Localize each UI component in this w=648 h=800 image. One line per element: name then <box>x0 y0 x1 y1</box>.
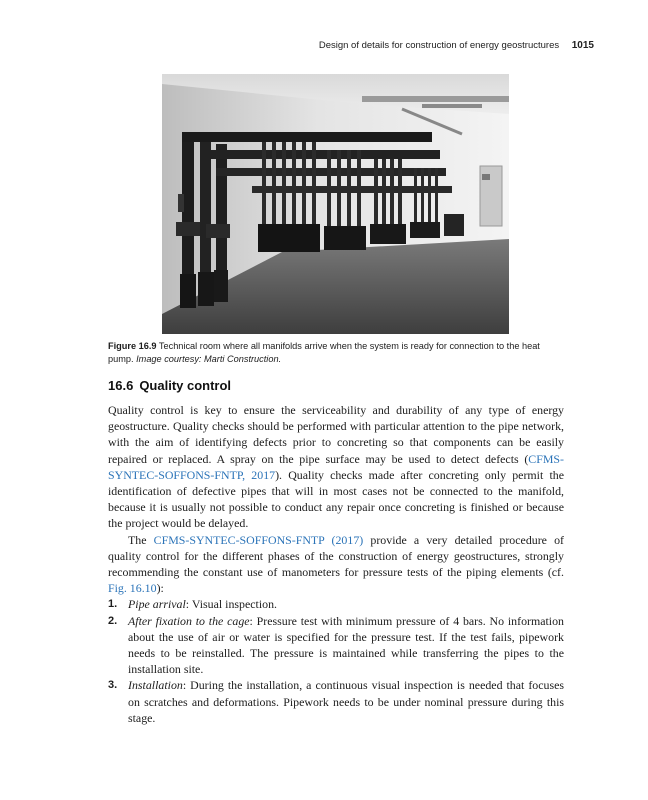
paragraph-2-text-c: ): <box>156 581 164 596</box>
paragraph-1 <box>108 402 564 532</box>
figure-photo-technical-room <box>162 74 509 334</box>
paragraph-1-text-a: Quality control is key to ensure the serviceability and durability of any type of energy geostructure. Quality checks should be performed with particular attention to the pipe network, with the aim of identifying defects prior to concreting so that components can be easily repaired or replaced. A spray on the pipe surface may be used to detect defects ( <box>108 403 564 466</box>
paragraph-1-text-b: ). Quality checks made after concreting only permit the identification of defective pipes that will in most cases not be connected to the manifold, because it is usually not possible to conduct any repair once concreting is finished or because the project would be delayed. <box>108 467 564 531</box>
list-item-term: Installation <box>128 678 183 693</box>
paragraph-2-text-a: The <box>128 532 154 547</box>
list-item <box>108 613 564 678</box>
list-item-text: : During the installation, a continuous visual inspection is needed that focuses on scratches and deformations. Pipework needs to be under nominal pressure during this stage. <box>128 678 564 725</box>
list-item-text: : Pressure test with minimum pressure of 4 bars. No information about the use of air or water is specified for the pressure test. If the test fails, pipework needs to be reinstalled. The pressure is maintained while transferring the pipes to the installation site. <box>128 613 564 677</box>
list-item-marker: 2. <box>108 614 118 627</box>
list-item-text: : Visual inspection. <box>185 597 278 612</box>
section-number: 16.6 <box>108 378 134 393</box>
list-item-marker: 1. <box>108 598 118 611</box>
list-item <box>108 677 564 726</box>
figure-caption <box>108 340 564 366</box>
technical-room-photo <box>162 74 509 334</box>
citation-link-cfms-2017[interactable]: CFMS-SYNTEC-SOFFONS-FNTP, 2017 <box>108 451 564 482</box>
figure-label: Figure 16.9 <box>108 341 157 351</box>
running-head <box>108 40 594 51</box>
running-head-title: Design of details for construction of energy geostructures <box>318 40 560 51</box>
figure-reference-link[interactable]: Fig. 16.10 <box>108 581 157 596</box>
section-title: Quality control <box>139 378 232 393</box>
list-item-term: After fixation to the cage <box>128 613 250 628</box>
citation-link-cfms-2017-inline[interactable]: CFMS-SYNTEC-SOFFONS-FNTP (2017) <box>153 532 364 547</box>
page-number: 1015 <box>571 40 594 51</box>
figure-caption-text: Technical room where all manifolds arrive when the system is ready for connection to the heat pump. <box>108 341 540 365</box>
list-item-marker: 3. <box>108 679 118 692</box>
list-item <box>108 596 564 612</box>
section-heading <box>108 378 564 393</box>
quality-control-steps-list <box>108 596 564 726</box>
paragraph-2 <box>108 532 564 597</box>
list-item-term: Pipe arrival <box>128 597 186 612</box>
paragraph-2-text-b: provide a very detailed procedure of quality control for the different phases of the construction of energy geostructures, strongly recommending the constant use of manometers for pressure tests of the piping elements (cf. <box>108 532 565 580</box>
body-text <box>108 402 564 726</box>
figure-credit: Image courtesy: Marti Construction. <box>136 354 282 365</box>
